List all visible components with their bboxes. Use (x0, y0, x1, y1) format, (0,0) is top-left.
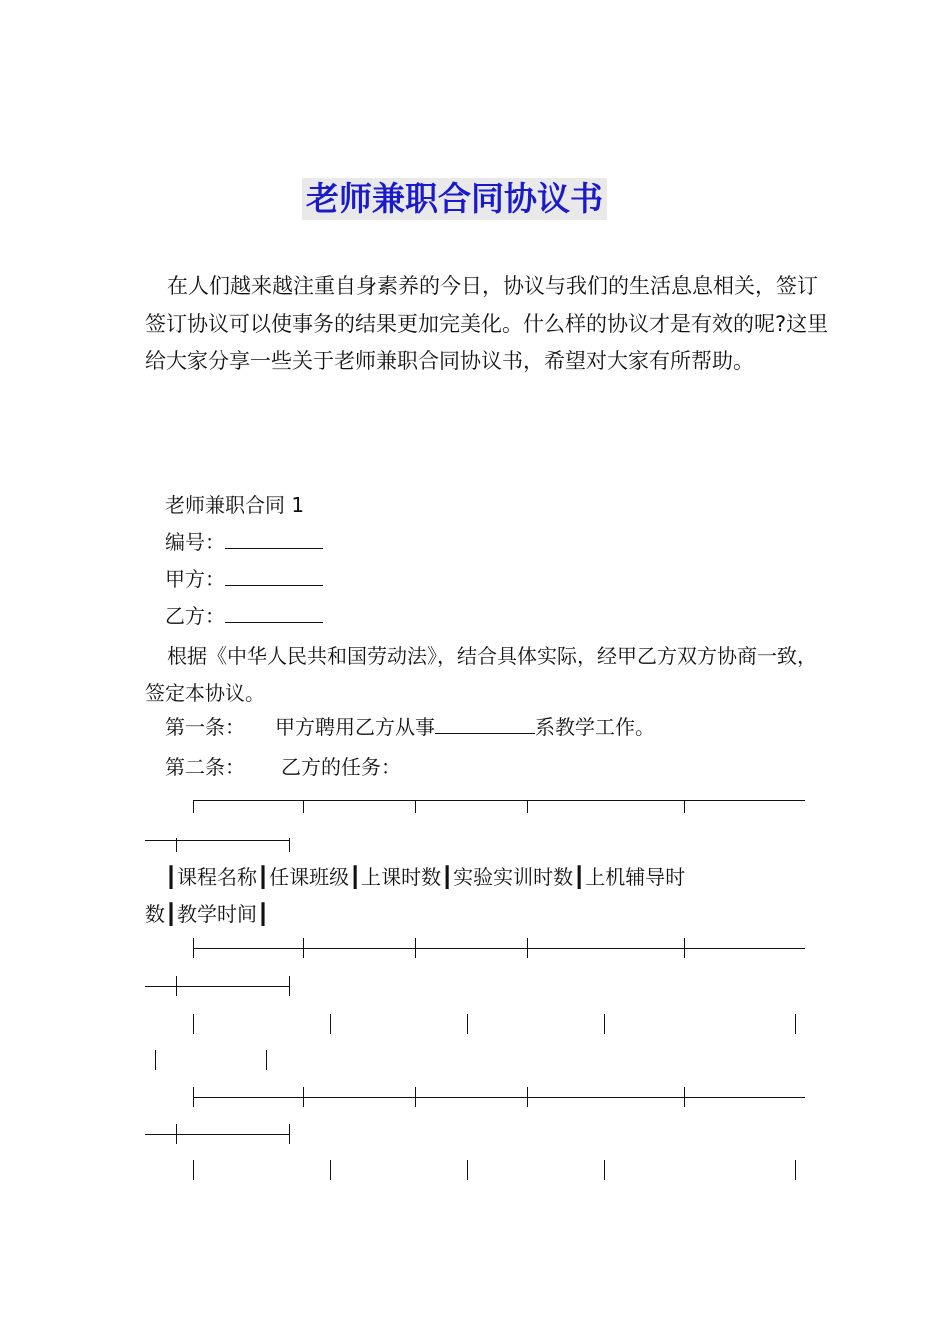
table-separator-1 (193, 948, 805, 949)
table-separator-2-wrap (145, 1134, 289, 1135)
table-tick (684, 938, 685, 958)
party-a-blank (225, 565, 323, 586)
table-cell-border (795, 1160, 796, 1180)
table-tick (176, 838, 177, 852)
table-tick (289, 838, 290, 852)
article-2-label: 第二条： (165, 755, 245, 779)
party-a-label: 甲方： (165, 567, 225, 591)
table-tick (415, 800, 416, 813)
table-tick (289, 1124, 290, 1144)
table-tick (303, 800, 304, 813)
article-1-text-before: 甲方聘用乙方从事 (275, 715, 435, 739)
table-tick (176, 1124, 177, 1144)
table-top-border-wrap (145, 840, 289, 841)
table-tick (684, 1087, 685, 1107)
table-cell-border (193, 1160, 194, 1180)
number-label: 编号： (165, 530, 225, 554)
table-cell-border (467, 1160, 468, 1180)
table-tick (303, 1087, 304, 1107)
article-2 (165, 752, 401, 782)
table-tick (415, 1087, 416, 1107)
table-tick (684, 800, 685, 813)
table-cell-border (604, 1160, 605, 1180)
table-cell-border (795, 1014, 796, 1034)
basis-paragraph: 根据《中华人民共和国劳动法》，结合具体实际，经甲乙方双方协商一致，签定本协议。 (145, 644, 817, 705)
table-separator-2 (193, 1097, 805, 1098)
table-tick (527, 1087, 528, 1107)
table-cell-border (266, 1050, 267, 1070)
table-separator-1-wrap (145, 986, 289, 987)
table-cell-border (330, 1160, 331, 1180)
table-cell-border (155, 1050, 156, 1070)
table-header-line-2: 数┃教学时间┃ (145, 902, 270, 926)
table-tick (193, 800, 194, 813)
intro-paragraph: 在人们越来越注重自身素养的今日，协议与我们的生活息息相关，签订签订协议可以使事务的结果更加完美化。什么样的协议才是有效的呢?这里给大家分享一些关于老师兼职合同协议书，希望对大家有所帮助。 (145, 274, 829, 373)
table-cell-border (604, 1014, 605, 1034)
table-cell-border (330, 1014, 331, 1034)
article-2-text: 乙方的任务： (281, 755, 401, 779)
article-1-text-after: 系教学工作。 (535, 715, 655, 739)
table-tick (527, 938, 528, 958)
number-blank (225, 528, 323, 549)
table-tick (303, 938, 304, 958)
table-header-line-1: ┃课程名称┃任课班级┃上课时数┃实验实训时数┃上机辅导时 (165, 865, 686, 889)
table-tick (193, 1087, 194, 1107)
article-1-label: 第一条： (165, 715, 245, 739)
contract-heading: 老师兼职合同 1 (165, 493, 305, 517)
article-1-blank (435, 713, 535, 734)
table-cell-border (467, 1014, 468, 1034)
party-b-blank (225, 602, 323, 623)
document-title: 老师兼职合同协议书 (302, 178, 607, 220)
table-tick (415, 938, 416, 958)
number-field (165, 527, 323, 557)
table-top-border (193, 800, 805, 801)
party-a-field (165, 564, 323, 594)
table-tick (289, 976, 290, 996)
table-cell-border (193, 1014, 194, 1034)
table-tick (176, 976, 177, 996)
party-b-field (165, 601, 323, 631)
article-1 (165, 712, 655, 742)
party-b-label: 乙方： (165, 604, 225, 628)
table-tick (527, 800, 528, 813)
table-tick (193, 938, 194, 958)
